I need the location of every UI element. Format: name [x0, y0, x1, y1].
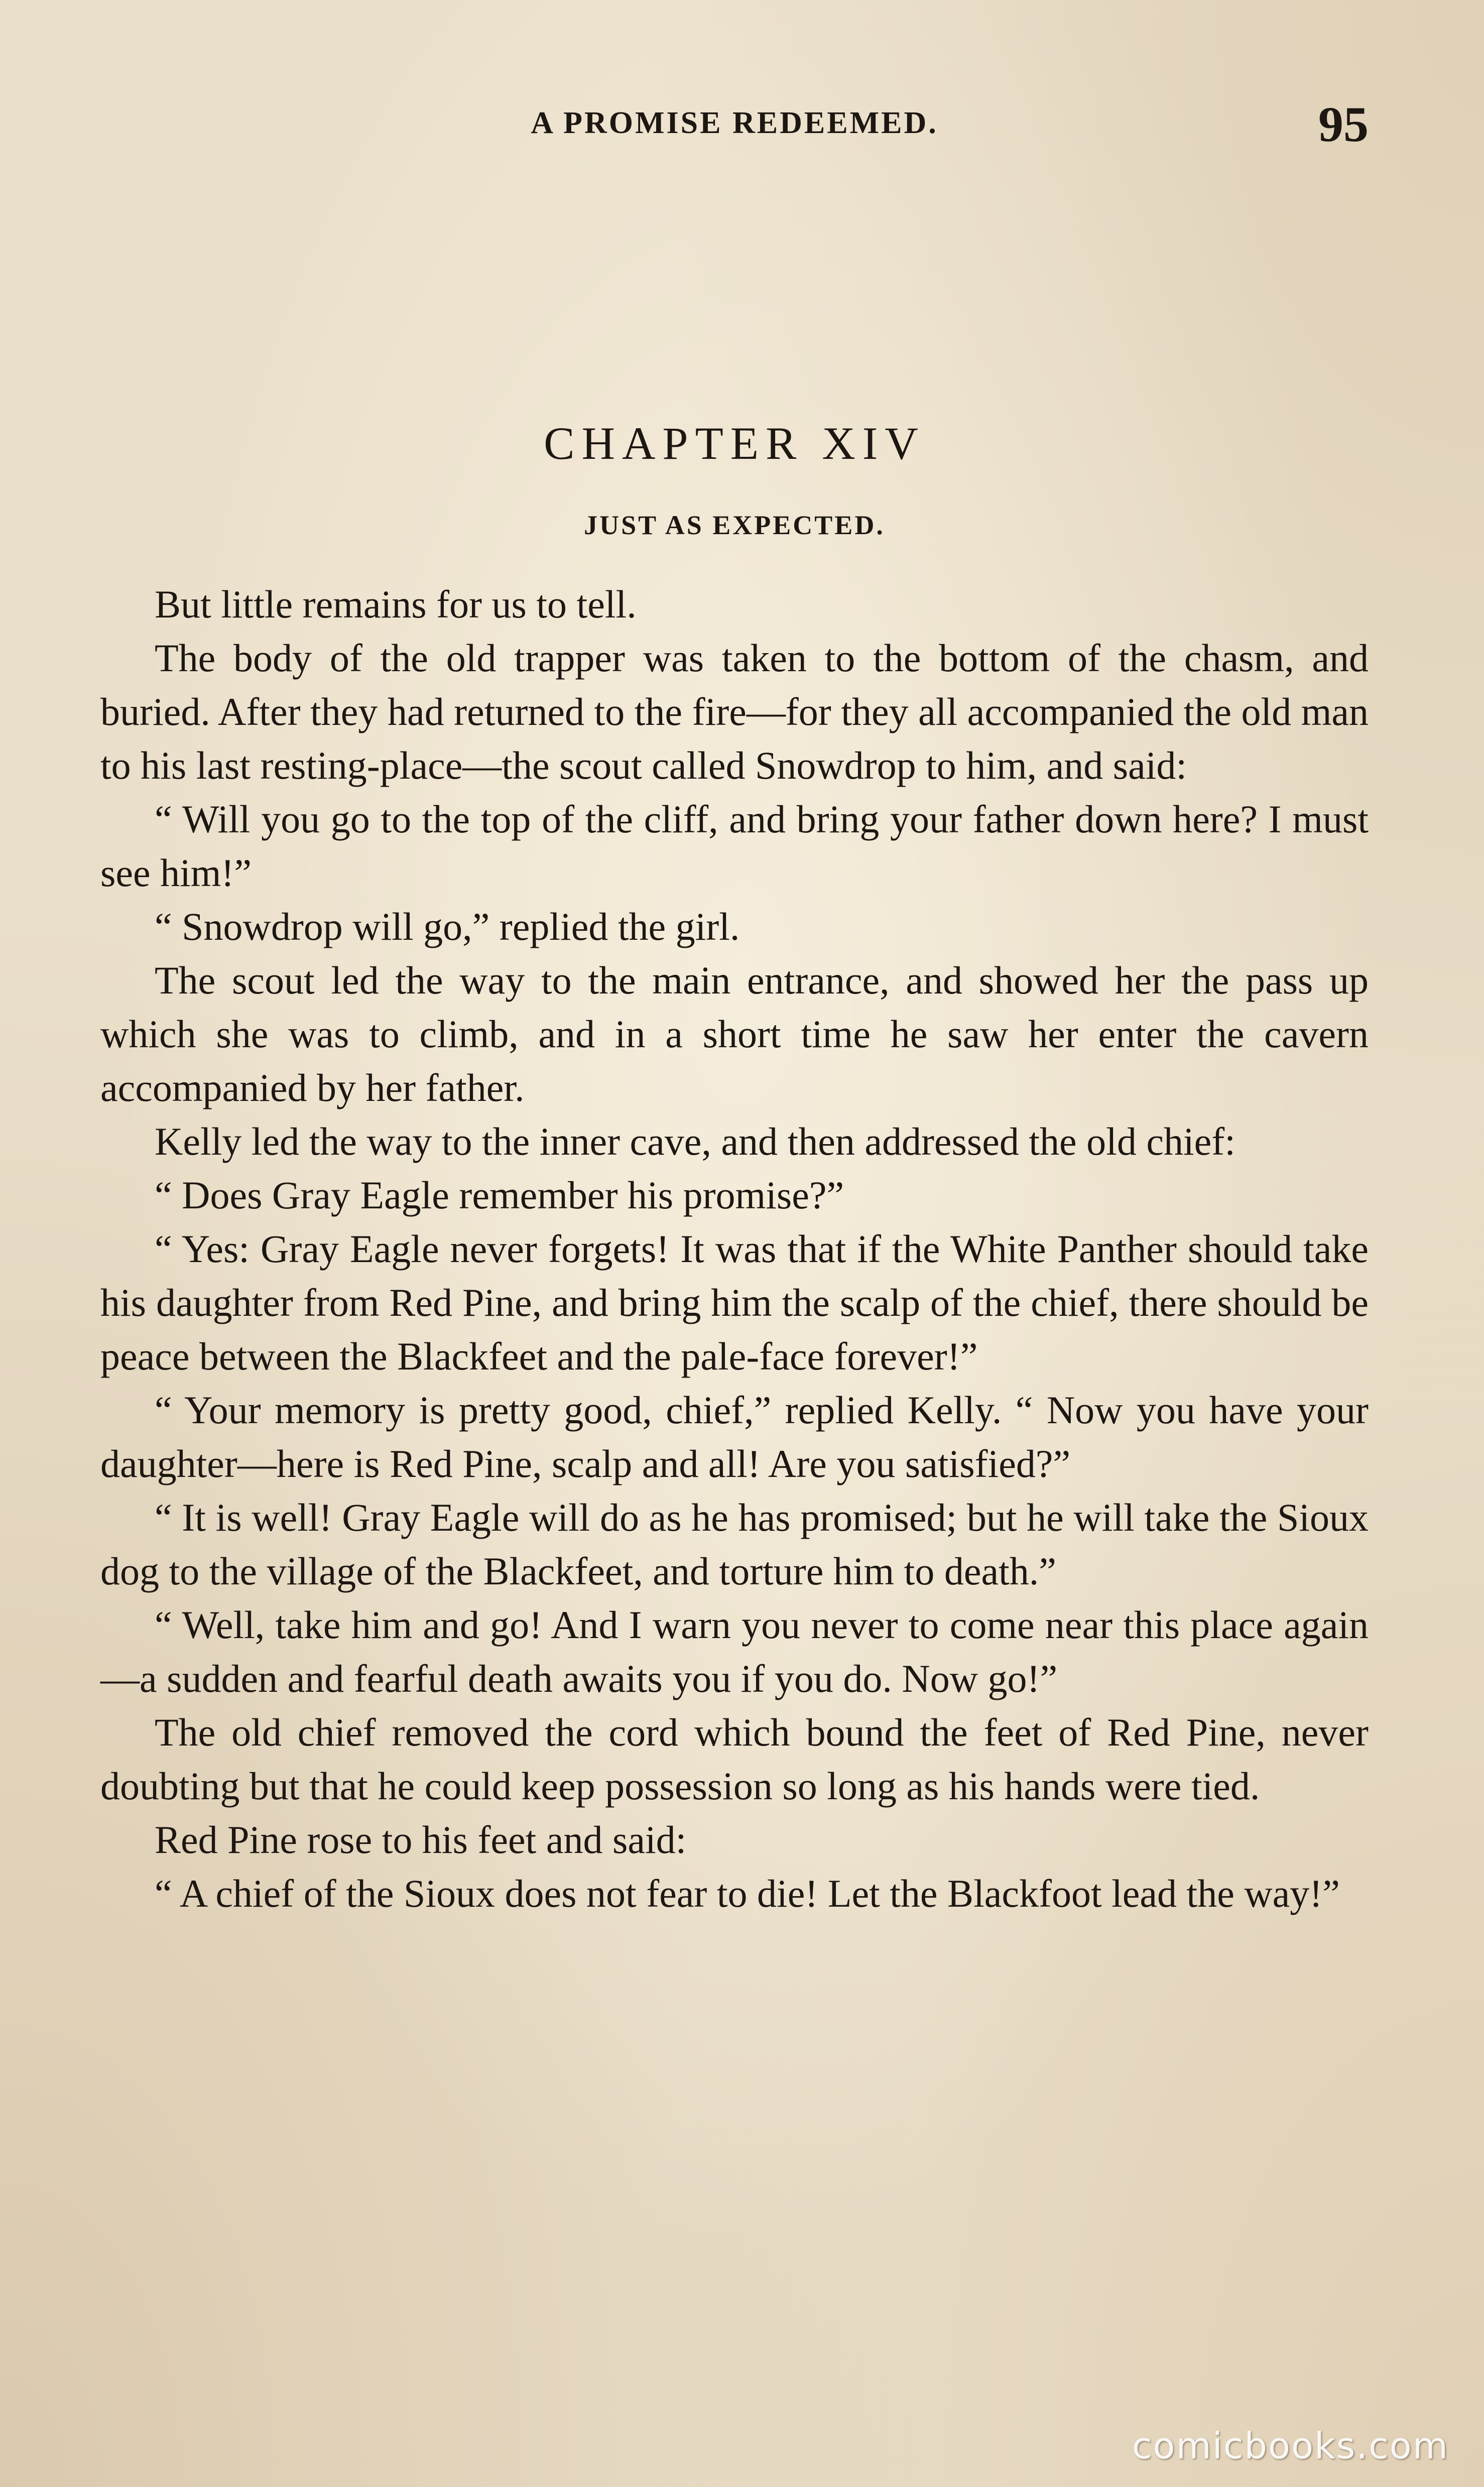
chapter-subtitle: JUST AS EXPECTED.: [584, 510, 885, 540]
paragraph: “ Does Gray Eagle remember his promise?”: [155, 1173, 844, 1217]
paragraph: “ Well, take him and go! And I warn you never to come near this place again—a sudden and fearful death awaits you if you do. Now go!”: [100, 1603, 1369, 1700]
paragraph: “ A chief of the Sioux does not fear to die! Let the Blackfoot lead the way!”: [155, 1872, 1340, 1915]
paragraph: “ Will you go to the top of the cliff, and bring your father down here? I must see him!”: [100, 797, 1369, 895]
paragraph: Kelly led the way to the inner cave, and then addressed the old chief:: [155, 1120, 1235, 1163]
paragraph: Red Pine rose to his feet and said:: [155, 1818, 687, 1861]
paragraph: But little remains for us to tell.: [155, 582, 637, 626]
paragraph: “ Yes: Gray Eagle never forgets! It was that if the White Panther should take his daughter from Red Pine, and bring him the scalp of the chief, there should be peace between the Blackfeet and the pale-face forever!”: [100, 1227, 1369, 1378]
paragraph: “ It is well! Gray Eagle will do as he has promised; but he will take the Sioux dog to the village of the Blackfeet, and torture him to death.”: [100, 1496, 1369, 1593]
chapter-title: CHAPTER XIV: [544, 418, 925, 469]
running-head: A PROMISE REDEEMED.: [531, 106, 938, 140]
page-header: [100, 95, 1369, 161]
paragraph: “ Your memory is pretty good, chief,” replied Kelly. “ Now you have your daughter—here is Red Pine, scalp and all! Are you satisfied?”: [100, 1388, 1369, 1485]
paragraph: The body of the old trapper was taken to the bottom of the chasm, and buried. After they had returned to the fire—for they all accompanied the old man to his last resting-place—the scout called Snowdrop to him, and said:: [100, 636, 1369, 787]
paragraph: The scout led the way to the main entrance, and showed her the pass up which she was to climb, and in a short time he saw her enter the cavern accompanied by her father.: [100, 958, 1369, 1109]
site-watermark: comicbooks.com: [1132, 2425, 1449, 2467]
page-number: 95: [1318, 96, 1369, 152]
paragraph: “ Snowdrop will go,” replied the girl.: [155, 905, 740, 948]
chapter-body: [100, 577, 1369, 1920]
paragraph: The old chief removed the cord which bound the feet of Red Pine, never doubting but that he could keep possession so long as his hands were tied.: [100, 1710, 1369, 1808]
